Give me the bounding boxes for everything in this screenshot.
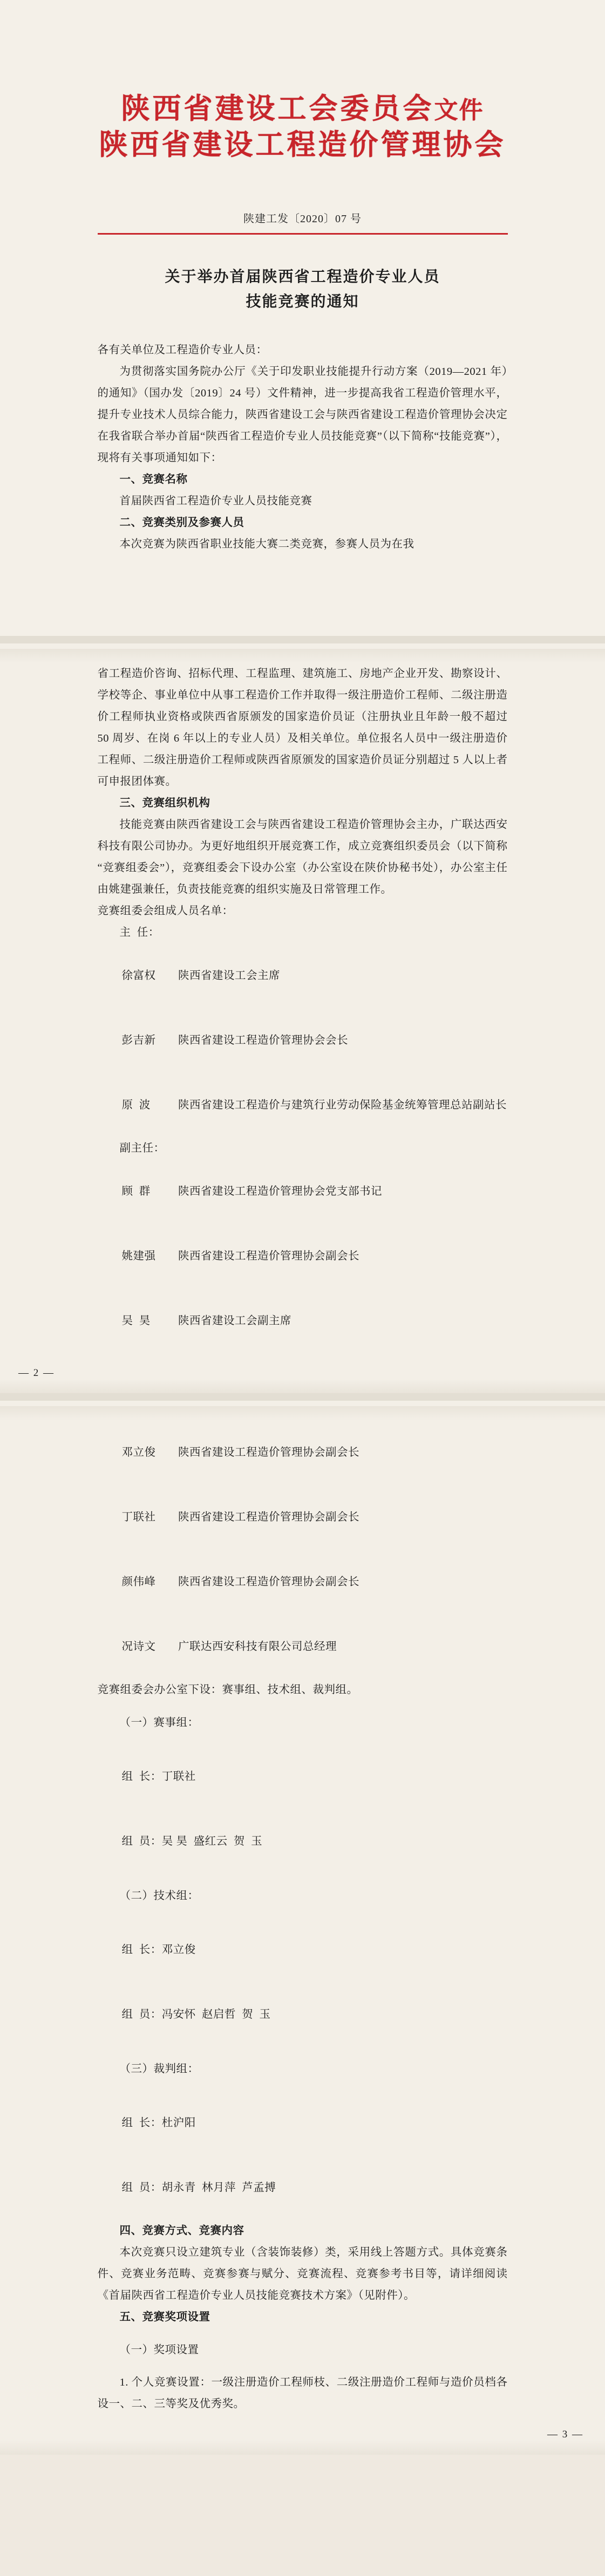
section-1-body: 首届陕西省工程造价专业人员技能竞赛 — [119, 495, 312, 507]
group-1-member-names: 吴 昊 盛红云 贺 玉 — [161, 1835, 263, 1847]
committee-vice-member — [98, 1614, 508, 1679]
group-1-leader-name: 丁联社 — [161, 1771, 196, 1783]
document-title — [0, 265, 605, 314]
section-3-body: 技能竞赛由陕西省建设工会与陕西省建设工程造价管理协会主办，广联达西安科技有限公司协办。为更好地组织开展竞赛工作，成立竞赛组织委员会（以下简称“竞赛组委会”），竞赛组委会下设办公室（办公室设在陕价协秘书处），办公室主任由姚建强兼任，负责技能竞赛的组织实施及日常管理工作。 — [97, 819, 508, 895]
chair-name-3: 原 波 — [121, 1099, 151, 1111]
vice-name-1: 顾 群 — [121, 1186, 151, 1197]
vice-title-2: 陕西省建设工程造价管理协会副会长 — [178, 1250, 360, 1262]
group-2-leader-label: 组 长： — [121, 1944, 162, 1956]
vice-title-5: 陕西省建设工程造价管理协会副会长 — [178, 1511, 360, 1523]
group-3-member-names: 胡永青 林月萍 芦孟搏 — [161, 2182, 276, 2194]
committee-vice-label: 副主任： — [119, 1142, 165, 1154]
vice-name-4: 邓立俊 — [121, 1447, 156, 1458]
masthead-suffix-1: 文件 — [434, 97, 484, 124]
sheet-3-body — [98, 1420, 508, 2415]
committee-vice-member — [98, 1224, 508, 1289]
group-1-leader-label: 组 长： — [121, 1771, 162, 1783]
group-3-leader-label: 组 长： — [121, 2117, 162, 2129]
document-number: 陕建工发〔2020〕07 号 — [243, 213, 362, 225]
page-number-2: — 2 — — [18, 1367, 55, 1379]
document-sheet-3 — [0, 1401, 605, 2455]
intro-paragraph: 为贯彻落实国务院办公厅《关于印发职业技能提升行动方案（2019—2021 年）的通知》（国办发〔2019〕24 号）文件精神，进一步提高我省工程造价管理水平，提升专业技术人员综合能力，陕西省建设工会与陕西省建设工程造价管理协会决定在我省联合举办首届“陕西省工程造价专业人员技能竞赛”（以下简称“技能竞赛”），现将有关事项通知如下： — [97, 366, 508, 464]
masthead — [0, 32, 605, 162]
section-5-heading: 五、竞赛奖项设置 — [119, 2311, 210, 2323]
group-2-members — [98, 1982, 508, 2047]
chair-name-1: 徐富权 — [121, 970, 156, 982]
committee-vice-member — [98, 1485, 508, 1550]
section-2-body-part-1: 本次竞赛为陕西省职业技能大赛二类竞赛，参赛人员为在我 — [119, 538, 414, 550]
group-2-member-label: 组 员： — [121, 2009, 162, 2020]
section-2-body-part-2: 省工程造价咨询、招标代理、工程监理、建筑施工、房地产企业开发、勘察设计、学校等企、事业单位中从事工程造价工作并取得一级注册造价工程师、二级注册造价工程师执业资格或陕西省原颁发的国家造价员证（注册执业且年龄一般不超过 50 周岁、在岗 6 年以上的专业人员）及相关单位。单位报名人员中一级注册造价工程师、二级注册造价工程师或陕西省原颁发的国家造价员证分别超过 5 人以上者可申报团体赛。 — [97, 668, 508, 787]
office-intro: 竞赛组委会办公室下设：赛事组、技术组、裁判组。 — [97, 1684, 358, 1696]
group-2-member-names: 冯安怀 赵启哲 贺 玉 — [161, 2009, 271, 2020]
vice-title-7: 广联达西安科技有限公司总经理 — [178, 1641, 337, 1653]
committee-chair-member — [98, 1008, 508, 1073]
chair-title-2: 陕西省建设工程造价管理协会会长 — [178, 1034, 349, 1046]
sheet-1-body — [98, 314, 508, 555]
section-3-heading: 三、竞赛组织机构 — [119, 797, 210, 809]
document-sheet-1 — [0, 0, 605, 636]
chair-title-3: 陕西省建设工程造价与建筑行业劳动保险基金统筹管理总站副站长 — [178, 1099, 507, 1111]
vice-name-7: 况诗文 — [121, 1641, 156, 1653]
group-1-members — [98, 1809, 508, 1874]
sheet-1-bottom-space — [0, 555, 605, 636]
vice-name-3: 吴 昊 — [121, 1315, 151, 1327]
vice-title-3: 陕西省建设工会副主席 — [178, 1315, 292, 1327]
vice-title-4: 陕西省建设工程造价管理协会副会长 — [178, 1447, 360, 1458]
group-3-heading: （三）裁判组： — [119, 2063, 199, 2075]
group-1-heading: （一）赛事组： — [119, 1716, 199, 1729]
group-2-heading: （二）技术组： — [119, 1889, 199, 1902]
committee-chair-label: 主 任： — [119, 927, 160, 938]
section-5-sub-heading-1: （一）奖项设置 — [119, 2344, 199, 2356]
sheet-2-body — [98, 663, 508, 1353]
committee-vice-member — [98, 1550, 508, 1614]
group-3-leader — [98, 2091, 508, 2155]
section-5-item-1: 1. 个人竞赛设置：一级注册造价工程师枝、二级注册造价工程师与造价员档各设一、二、三等奖及优秀奖。 — [97, 2376, 508, 2410]
group-3-member-label: 组 员： — [121, 2182, 162, 2194]
vice-title-1: 陕西省建设工程造价管理协会党支部书记 — [178, 1186, 383, 1197]
section-4-body: 本次竞赛只设立建筑专业（含装饰装修）类，采用线上答题方式。具体竞赛条件、竞赛业务范畴、竞赛参赛与赋分、竞赛流程、竞赛参考书目等，请详细阅读《首届陕西省工程造价专业人员技能竞赛技术方案》（见附件）。 — [97, 2246, 508, 2301]
section-1-heading: 一、竞赛名称 — [119, 474, 188, 485]
committee-chair-member — [98, 943, 508, 1008]
section-4-heading: 四、竞赛方式、竞赛内容 — [119, 2225, 244, 2237]
masthead-org-2: 陕西省建设工程造价管理协会 — [99, 129, 506, 161]
chair-name-2: 彭吉新 — [121, 1034, 156, 1046]
scan-edge-bottom-3 — [0, 2441, 605, 2455]
document-title-line-1: 关于举办首届陕西省工程造价专业人员 — [165, 269, 440, 285]
vice-name-2: 姚建强 — [121, 1250, 156, 1262]
sheet-separator-2 — [0, 1393, 605, 1401]
committee-vice-member — [98, 1289, 508, 1353]
section-2-heading: 二、竞赛类别及参赛人员 — [119, 517, 244, 529]
masthead-line-1 — [0, 92, 605, 128]
committee-vice-member — [98, 1420, 508, 1485]
committee-intro: 竞赛组委会组成人员名单： — [97, 905, 234, 917]
group-2-leader-name: 邓立俊 — [161, 1944, 196, 1956]
chair-title-1: 陕西省建设工会主席 — [178, 970, 281, 982]
committee-chair-member — [98, 1073, 508, 1138]
scan-edge-top-2 — [0, 649, 605, 663]
group-1-leader — [98, 1744, 508, 1809]
masthead-line-2 — [0, 128, 605, 162]
salutation: 各有关单位及工程造价专业人员： — [97, 344, 268, 356]
page-number-3: — 3 — — [547, 2429, 583, 2440]
vice-title-6: 陕西省建设工程造价管理协会副会长 — [178, 1576, 360, 1588]
scan-edge-bottom-2 — [0, 1379, 605, 1393]
scan-edge-top-3 — [0, 1406, 605, 1420]
group-1-member-label: 组 员： — [121, 1835, 162, 1847]
document-sheet-2 — [0, 643, 605, 1393]
red-separator-rule — [98, 233, 508, 235]
committee-vice-member — [98, 1159, 508, 1224]
sheet-separator-1 — [0, 636, 605, 643]
document-title-line-2: 技能竞赛的通知 — [246, 293, 359, 310]
vice-name-6: 颜伟峰 — [121, 1576, 156, 1588]
vice-name-5: 丁联社 — [121, 1511, 156, 1523]
masthead-org-1: 陕西省建设工会委员会 — [121, 93, 434, 125]
group-2-leader — [98, 1917, 508, 1982]
group-3-members — [98, 2155, 508, 2220]
group-3-leader-name: 杜沪阳 — [161, 2117, 196, 2129]
